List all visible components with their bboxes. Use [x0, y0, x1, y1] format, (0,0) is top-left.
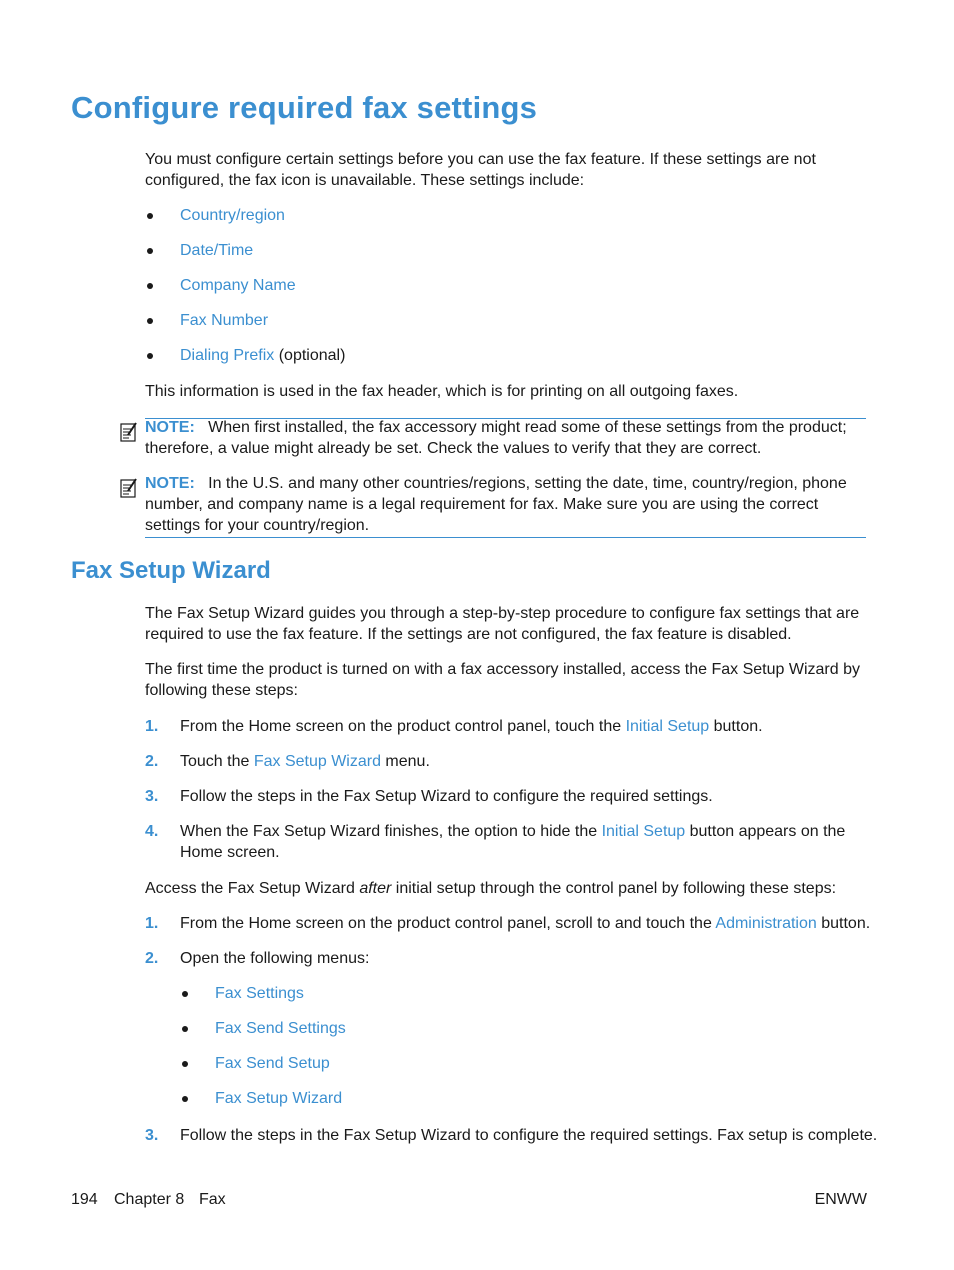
step-text: Follow the steps in the Fax Setup Wizard to configure the required settings. Fax setup is complete. — [180, 1127, 878, 1144]
bullet-icon — [182, 1026, 188, 1032]
footer-chapter: Chapter 8 — [114, 1191, 185, 1208]
list-item — [215, 983, 304, 1004]
setting-link-datetime[interactable]: Date/Time — [180, 242, 254, 259]
note-icon — [120, 477, 138, 499]
footer-page-number: 194 — [71, 1191, 98, 1208]
page-title: Configure required fax settings — [71, 90, 538, 125]
step-number: 1. — [145, 915, 159, 932]
bullet-icon — [182, 991, 188, 997]
list-item — [215, 1018, 346, 1039]
initial-setup-link[interactable]: Initial Setup — [601, 823, 686, 840]
step-number: 4. — [145, 823, 159, 840]
emphasis-after: after — [359, 880, 392, 897]
step-text: From the Home screen on the product control panel, scroll to and touch the Administration button. — [180, 915, 871, 932]
note-2 — [145, 473, 865, 536]
setting-link-dialing-prefix[interactable]: Dialing Prefix — [180, 347, 275, 364]
footer-locale: ENWW — [814, 1191, 867, 1208]
list-item — [180, 310, 268, 331]
bullet-icon — [147, 318, 153, 324]
intro-paragraph: You must configure certain settings before you can use the fax feature. If these settings are not configured, the fax icon is unavailable. These settings include: — [145, 151, 816, 189]
bullet-icon — [182, 1096, 188, 1102]
setting-link-fax-number[interactable]: Fax Number — [180, 312, 269, 329]
step-text: Touch the Fax Setup Wizard menu. — [180, 753, 430, 770]
list-item — [180, 345, 345, 366]
bullet-icon — [147, 283, 153, 289]
step-text: When the Fax Setup Wizard finishes, the option to hide the Initial Setup button appears on the — [180, 823, 846, 840]
step-number: 3. — [145, 788, 159, 805]
optional-note: (optional) — [274, 347, 346, 364]
note-label: NOTE: — [145, 475, 195, 492]
note-1 — [145, 417, 865, 459]
footer-section: Fax — [199, 1191, 226, 1208]
setting-link-company-name[interactable]: Company Name — [180, 277, 296, 294]
list-item — [215, 1088, 342, 1109]
menu-link-fax-setup-wizard[interactable]: Fax Setup Wizard — [215, 1090, 343, 1107]
bullet-icon — [147, 353, 153, 359]
note-divider — [145, 537, 866, 538]
step-number: 1. — [145, 718, 159, 735]
list-item — [180, 275, 296, 296]
step-number: 3. — [145, 1127, 159, 1144]
note-text: When first installed, the fax accessory might read some of these settings from the product; therefore, a value might already be set. Check the values to verify that they are correct. — [145, 419, 847, 457]
wizard-paragraph-2: The first time the product is turned on with a fax accessory installed, access the Fax Setup Wizard by following these steps: — [145, 661, 860, 699]
fax-setup-wizard-link[interactable]: Fax Setup Wizard — [253, 753, 381, 770]
menu-link-fax-send-setup[interactable]: Fax Send Setup — [215, 1055, 330, 1072]
list-item — [215, 1053, 330, 1074]
info-paragraph: This information is used in the fax header, which is for printing on all outgoing faxes. — [145, 383, 739, 400]
note-label: NOTE: — [145, 419, 195, 436]
note-text: In the U.S. and many other countries/regions, setting the date, time, country/region, phone number, and company name is a legal requirement for fax. Make sure you are using the correct settings for your country/region. — [145, 475, 847, 534]
list-item — [180, 240, 253, 261]
step-text-continued: Home screen. — [180, 844, 280, 861]
menu-link-fax-settings[interactable]: Fax Settings — [215, 985, 304, 1002]
setting-link-country[interactable]: Country/region — [180, 207, 285, 224]
note-icon — [120, 421, 138, 443]
after-setup-paragraph: Access the Fax Setup Wizard after initial setup through the control panel by following these steps: — [145, 880, 837, 897]
bullet-icon — [182, 1061, 188, 1067]
step-text: Open the following menus: — [180, 950, 370, 967]
step-number: 2. — [145, 950, 159, 967]
wizard-paragraph-1: The Fax Setup Wizard guides you through a step-by-step procedure to configure fax settings that are required to use the fax feature. If the settings are not configured, the fax feature is disabled. — [145, 605, 860, 643]
administration-link[interactable]: Administration — [715, 915, 817, 932]
step-text: From the Home screen on the product control panel, touch the Initial Setup button. — [180, 718, 763, 735]
section-title: Fax Setup Wizard — [71, 557, 271, 584]
step-number: 2. — [145, 753, 159, 770]
step-text: Follow the steps in the Fax Setup Wizard to configure the required settings. — [180, 788, 713, 805]
bullet-icon — [147, 248, 153, 254]
bullet-icon — [147, 213, 153, 219]
initial-setup-link[interactable]: Initial Setup — [625, 718, 710, 735]
menu-link-fax-send-settings[interactable]: Fax Send Settings — [215, 1020, 346, 1037]
list-item — [180, 205, 285, 226]
